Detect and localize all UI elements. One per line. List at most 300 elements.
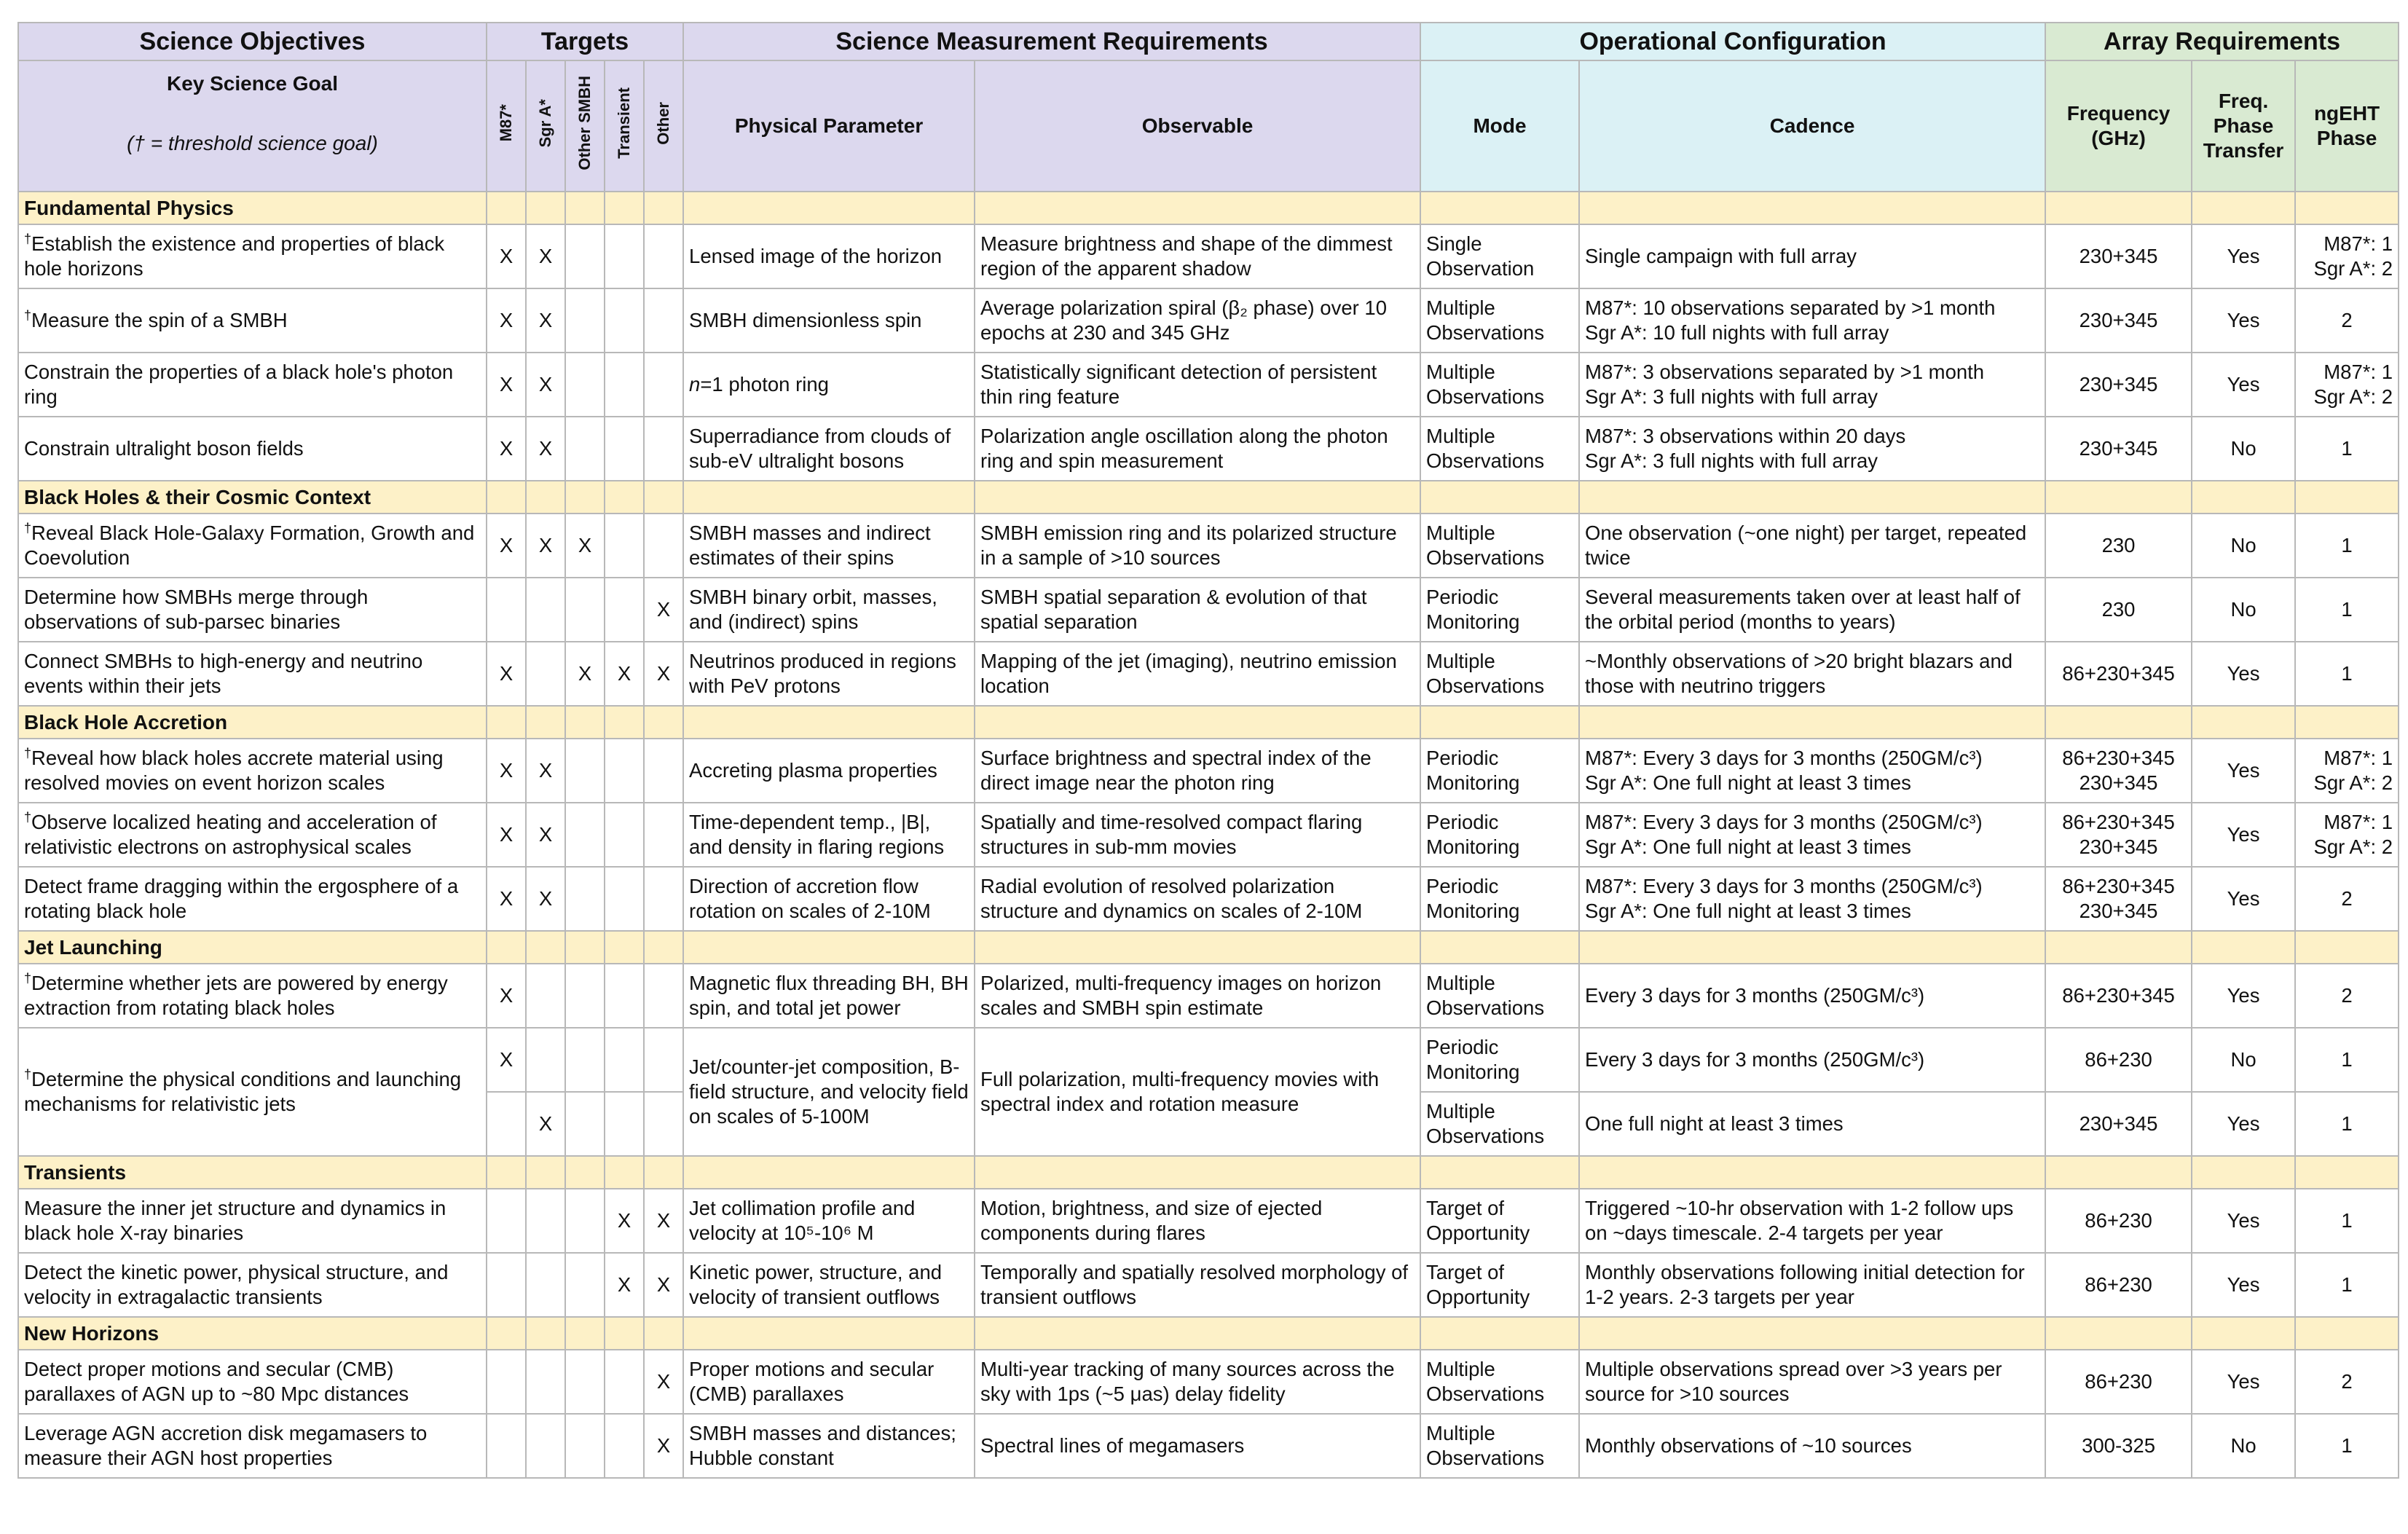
physical-parameter-cell xyxy=(683,224,975,288)
cadence-cell: Every 3 days for 3 months (250GM/c³) xyxy=(1579,964,2045,1028)
target-mark-m87 xyxy=(487,1092,526,1156)
col-observable: Observable xyxy=(975,60,1420,192)
col-sgra xyxy=(526,60,565,192)
goal-text: Determine the physical conditions and launching mechanisms for relativistic jets xyxy=(24,1068,462,1115)
ngeht-phase-cell: M87*: 1 Sgr A*: 2 xyxy=(2295,739,2399,803)
target-mark-m87: X xyxy=(487,803,526,867)
science-traceability-table xyxy=(17,22,2399,1479)
table-row xyxy=(18,224,2399,288)
target-mark-other xyxy=(644,964,683,1028)
ngeht-phase-cell: 1 xyxy=(2295,1028,2399,1092)
freq-phase-cell: Yes xyxy=(2192,224,2295,288)
ngeht-phase-cell: 1 xyxy=(2295,578,2399,642)
target-mark-sgra xyxy=(526,964,565,1028)
target-mark-transient xyxy=(605,1350,644,1414)
section-title: Fundamental Physics xyxy=(18,192,487,224)
threshold-dagger: † xyxy=(24,520,32,535)
goal-text: Detect the kinetic power, physical structure, and velocity in extragalactic transients xyxy=(24,1261,449,1308)
target-mark-m87: X xyxy=(487,739,526,803)
freq-phase-cell: No xyxy=(2192,1414,2295,1478)
table-row xyxy=(18,514,2399,578)
target-mark-m87: X xyxy=(487,1028,526,1092)
target-mark-transient xyxy=(605,288,644,353)
target-mark-other xyxy=(644,739,683,803)
physical-parameter-text: Magnetic flux threading BH, BH spin, and total jet power xyxy=(689,972,969,1019)
cadence-cell: M87*: Every 3 days for 3 months (250GM/c³) Sgr A*: One full night at least 3 times xyxy=(1579,739,2045,803)
col-transient xyxy=(605,60,644,192)
mode-cell: Multiple Observations xyxy=(1420,514,1579,578)
physical-parameter-cell xyxy=(683,514,975,578)
physical-parameter-cell xyxy=(683,353,975,417)
target-mark-transient: X xyxy=(605,1253,644,1317)
ngeht-phase-cell: 1 xyxy=(2295,1189,2399,1253)
target-mark-m87 xyxy=(487,1253,526,1317)
target-mark-sgra: X xyxy=(526,1092,565,1156)
group-science-objectives: Science Objectives xyxy=(18,23,487,60)
ngeht-phase-cell: 2 xyxy=(2295,1350,2399,1414)
frequency-cell: 230+345 xyxy=(2045,417,2192,481)
table-row xyxy=(18,1028,2399,1092)
col-other-label: Other xyxy=(654,101,673,145)
mode-cell: Periodic Monitoring xyxy=(1420,867,1579,931)
section-row xyxy=(18,1156,2399,1189)
physical-parameter-cell xyxy=(683,417,975,481)
column-header-row xyxy=(18,60,2399,192)
mode-cell: Periodic Monitoring xyxy=(1420,803,1579,867)
group-measurement: Science Measurement Requirements xyxy=(683,23,1420,60)
target-mark-other: X xyxy=(644,578,683,642)
target-mark-m87: X xyxy=(487,514,526,578)
target-mark-other xyxy=(644,1028,683,1092)
threshold-dagger: † xyxy=(24,809,32,825)
goal-cell xyxy=(18,514,487,578)
ngeht-phase-cell: 2 xyxy=(2295,964,2399,1028)
freq-phase-cell: Yes xyxy=(2192,1253,2295,1317)
freq-phase-cell: Yes xyxy=(2192,1189,2295,1253)
goal-cell xyxy=(18,224,487,288)
cadence-cell: Single campaign with full array xyxy=(1579,224,2045,288)
ngeht-phase-cell: 1 xyxy=(2295,1414,2399,1478)
frequency-cell: 230+345 xyxy=(2045,288,2192,353)
physical-parameter-cell xyxy=(683,1350,975,1414)
section-row xyxy=(18,192,2399,224)
physical-parameter-text: SMBH binary orbit, masses, and (indirect) spins xyxy=(689,586,937,633)
target-mark-sgra xyxy=(526,642,565,706)
target-mark-other: X xyxy=(644,1414,683,1478)
target-mark-othersmbh xyxy=(565,739,605,803)
freq-phase-cell: Yes xyxy=(2192,353,2295,417)
mode-cell: Target of Opportunity xyxy=(1420,1253,1579,1317)
col-ngeht: ngEHT Phase xyxy=(2295,60,2399,192)
ngeht-phase-cell: 1 xyxy=(2295,1253,2399,1317)
ngeht-phase-cell: 2 xyxy=(2295,288,2399,353)
physical-parameter-cell xyxy=(683,739,975,803)
threshold-dagger: † xyxy=(24,970,32,986)
goal-text: Connect SMBHs to high-energy and neutrino events within their jets xyxy=(24,650,423,697)
goal-cell xyxy=(18,803,487,867)
observable-cell: Polarized, multi-frequency images on horizon scales and SMBH spin estimate xyxy=(975,964,1420,1028)
ngeht-phase-cell: M87*: 1 Sgr A*: 2 xyxy=(2295,224,2399,288)
target-mark-sgra: X xyxy=(526,739,565,803)
col-othersmbh xyxy=(565,60,605,192)
goal-text: Constrain the properties of a black hole's photon ring xyxy=(24,361,454,408)
threshold-dagger: † xyxy=(24,1066,32,1082)
physical-parameter-text: Lensed image of the horizon xyxy=(689,245,943,267)
target-mark-othersmbh xyxy=(565,224,605,288)
physical-parameter-text: Superradiance from clouds of sub-eV ultralight bosons xyxy=(689,425,951,472)
cadence-cell: M87*: Every 3 days for 3 months (250GM/c³) Sgr A*: One full night at least 3 times xyxy=(1579,867,2045,931)
frequency-cell: 86+230+345 230+345 xyxy=(2045,739,2192,803)
table-row xyxy=(18,964,2399,1028)
target-mark-sgra: X xyxy=(526,514,565,578)
goal-cell xyxy=(18,867,487,931)
table-row xyxy=(18,578,2399,642)
col-othersmbh-label: Other SMBH xyxy=(575,76,594,170)
col-mode: Mode xyxy=(1420,60,1579,192)
physical-parameter-text: Jet collimation profile and velocity at 10⁵-10⁶ M xyxy=(689,1197,916,1244)
goal-text: Establish the existence and properties of black hole horizons xyxy=(24,232,445,280)
mode-cell: Multiple Observations xyxy=(1420,1350,1579,1414)
goal-text: Reveal Black Hole-Galaxy Formation, Growth and Coevolution xyxy=(24,522,475,569)
frequency-cell: 86+230 xyxy=(2045,1253,2192,1317)
target-mark-othersmbh xyxy=(565,288,605,353)
col-m87-label: M87* xyxy=(497,104,515,142)
target-mark-sgra: X xyxy=(526,353,565,417)
threshold-dagger: † xyxy=(24,745,32,760)
observable-cell: Measure brightness and shape of the dimmest region of the apparent shadow xyxy=(975,224,1420,288)
freq-phase-cell: No xyxy=(2192,514,2295,578)
cadence-cell: Monthly observations of ~10 sources xyxy=(1579,1414,2045,1478)
target-mark-transient xyxy=(605,353,644,417)
table-row xyxy=(18,1189,2399,1253)
goal-cell xyxy=(18,578,487,642)
target-mark-m87: X xyxy=(487,964,526,1028)
section-row xyxy=(18,931,2399,964)
target-mark-sgra xyxy=(526,1028,565,1092)
target-mark-sgra: X xyxy=(526,417,565,481)
mode-cell: Multiple Observations xyxy=(1420,417,1579,481)
mode-cell: Single Observation xyxy=(1420,224,1579,288)
mode-cell: Multiple Observations xyxy=(1420,288,1579,353)
goal-text: Detect frame dragging within the ergosphere of a rotating black hole xyxy=(24,875,459,922)
frequency-cell: 86+230 xyxy=(2045,1189,2192,1253)
physical-parameter-italic: n xyxy=(689,373,701,396)
goal-cell xyxy=(18,288,487,353)
table-row xyxy=(18,739,2399,803)
mode-cell: Multiple Observations xyxy=(1420,1414,1579,1478)
goal-text: Constrain ultralight boson fields xyxy=(24,437,304,460)
frequency-cell: 86+230+345 xyxy=(2045,964,2192,1028)
physical-parameter-text: Direction of accretion flow rotation on scales of 2-10M xyxy=(689,875,931,922)
col-physical: Physical Parameter xyxy=(683,60,975,192)
section-title: Jet Launching xyxy=(18,931,487,964)
col-frequency: Frequency (GHz) xyxy=(2045,60,2192,192)
target-mark-other xyxy=(644,1092,683,1156)
target-mark-transient xyxy=(605,803,644,867)
target-mark-other xyxy=(644,224,683,288)
target-mark-othersmbh xyxy=(565,353,605,417)
mode-cell: Target of Opportunity xyxy=(1420,1189,1579,1253)
target-mark-transient xyxy=(605,417,644,481)
ngeht-phase-cell: 1 xyxy=(2295,1092,2399,1156)
observable-cell: Spectral lines of megamasers xyxy=(975,1414,1420,1478)
key-goal-note: († = threshold science goal) xyxy=(127,132,378,154)
observable-cell: Multi-year tracking of many sources across the sky with 1ps (~5 μas) delay fidelity xyxy=(975,1350,1420,1414)
goal-cell xyxy=(18,1028,487,1156)
target-mark-other xyxy=(644,417,683,481)
physical-parameter-cell xyxy=(683,964,975,1028)
cadence-cell: ~Monthly observations of >20 bright blazars and those with neutrino triggers xyxy=(1579,642,2045,706)
physical-parameter-cell xyxy=(683,288,975,353)
target-mark-othersmbh xyxy=(565,867,605,931)
target-mark-transient xyxy=(605,964,644,1028)
observable-cell: Radial evolution of resolved polarization structure and dynamics on scales of 2-10M xyxy=(975,867,1420,931)
target-mark-othersmbh xyxy=(565,803,605,867)
target-mark-other: X xyxy=(644,1350,683,1414)
freq-phase-cell: No xyxy=(2192,578,2295,642)
observable-cell: Full polarization, multi-frequency movies with spectral index and rotation measure xyxy=(975,1028,1420,1156)
physical-parameter-text: Neutrinos produced in regions with PeV protons xyxy=(689,650,956,697)
cadence-cell: One full night at least 3 times xyxy=(1579,1092,2045,1156)
target-mark-othersmbh xyxy=(565,417,605,481)
target-mark-other: X xyxy=(644,1253,683,1317)
table-row xyxy=(18,642,2399,706)
cadence-cell: M87*: 10 observations separated by >1 month Sgr A*: 10 full nights with full array xyxy=(1579,288,2045,353)
frequency-cell: 86+230 xyxy=(2045,1028,2192,1092)
target-mark-other: X xyxy=(644,1189,683,1253)
target-mark-othersmbh xyxy=(565,1189,605,1253)
physical-parameter-text: SMBH dimensionless spin xyxy=(689,309,922,331)
mode-cell: Multiple Observations xyxy=(1420,353,1579,417)
freq-phase-cell: No xyxy=(2192,417,2295,481)
table-row xyxy=(18,353,2399,417)
cadence-cell: Monthly observations following initial detection for 1-2 years. 2-3 targets per year xyxy=(1579,1253,2045,1317)
cadence-cell: One observation (~one night) per target, repeated twice xyxy=(1579,514,2045,578)
cadence-cell: M87*: Every 3 days for 3 months (250GM/c³) Sgr A*: One full night at least 3 times xyxy=(1579,803,2045,867)
target-mark-transient: X xyxy=(605,1189,644,1253)
observable-cell: SMBH spatial separation & evolution of that spatial separation xyxy=(975,578,1420,642)
goal-cell xyxy=(18,417,487,481)
mode-cell: Periodic Monitoring xyxy=(1420,739,1579,803)
target-mark-m87 xyxy=(487,1189,526,1253)
freq-phase-cell: Yes xyxy=(2192,739,2295,803)
target-mark-transient xyxy=(605,1028,644,1092)
physical-parameter-text: SMBH masses and distances; Hubble constant xyxy=(689,1422,956,1469)
goal-cell xyxy=(18,1189,487,1253)
physical-parameter-text: Proper motions and secular (CMB) parallaxes xyxy=(689,1358,935,1405)
freq-phase-cell: Yes xyxy=(2192,642,2295,706)
frequency-cell: 230+345 xyxy=(2045,1092,2192,1156)
ngeht-phase-cell: 1 xyxy=(2295,417,2399,481)
threshold-dagger: † xyxy=(24,231,32,246)
physical-parameter-text: Kinetic power, structure, and velocity of transient outflows xyxy=(689,1261,943,1308)
col-transient-label: Transient xyxy=(615,87,633,159)
goal-cell xyxy=(18,1414,487,1478)
target-mark-sgra: X xyxy=(526,867,565,931)
goal-cell xyxy=(18,1253,487,1317)
observable-cell: Statistically significant detection of persistent thin ring feature xyxy=(975,353,1420,417)
target-mark-m87 xyxy=(487,578,526,642)
table-row xyxy=(18,288,2399,353)
section-title: Transients xyxy=(18,1156,487,1189)
target-mark-othersmbh xyxy=(565,964,605,1028)
target-mark-othersmbh: X xyxy=(565,514,605,578)
goal-text: Determine whether jets are powered by energy extraction from rotating black holes xyxy=(24,972,448,1019)
physical-parameter-cell xyxy=(683,1189,975,1253)
observable-cell: Motion, brightness, and size of ejected components during flares xyxy=(975,1189,1420,1253)
target-mark-other xyxy=(644,867,683,931)
mode-cell: Periodic Monitoring xyxy=(1420,578,1579,642)
target-mark-transient xyxy=(605,514,644,578)
group-targets: Targets xyxy=(487,23,683,60)
mode-cell: Periodic Monitoring xyxy=(1420,1028,1579,1092)
physical-parameter-text: Accreting plasma properties xyxy=(689,759,937,782)
cadence-cell: Multiple observations spread over >3 years per source for >10 sources xyxy=(1579,1350,2045,1414)
goal-cell xyxy=(18,964,487,1028)
section-row xyxy=(18,1317,2399,1350)
col-cadence: Cadence xyxy=(1579,60,2045,192)
freq-phase-cell: Yes xyxy=(2192,1350,2295,1414)
target-mark-m87: X xyxy=(487,642,526,706)
goal-cell xyxy=(18,642,487,706)
freq-phase-cell: Yes xyxy=(2192,1092,2295,1156)
observable-cell: Polarization angle oscillation along the photon ring and spin measurement xyxy=(975,417,1420,481)
target-mark-transient: X xyxy=(605,642,644,706)
table-row xyxy=(18,417,2399,481)
target-mark-other xyxy=(644,803,683,867)
table-row xyxy=(18,803,2399,867)
observable-cell: Spatially and time-resolved compact flaring structures in sub-mm movies xyxy=(975,803,1420,867)
target-mark-m87: X xyxy=(487,224,526,288)
target-mark-sgra: X xyxy=(526,288,565,353)
table-row xyxy=(18,1350,2399,1414)
section-row xyxy=(18,481,2399,514)
target-mark-sgra xyxy=(526,578,565,642)
target-mark-m87: X xyxy=(487,288,526,353)
cadence-cell: Every 3 days for 3 months (250GM/c³) xyxy=(1579,1028,2045,1092)
cadence-cell: Several measurements taken over at least half of the orbital period (months to years) xyxy=(1579,578,2045,642)
frequency-cell: 300-325 xyxy=(2045,1414,2192,1478)
target-mark-m87 xyxy=(487,1350,526,1414)
target-mark-m87: X xyxy=(487,353,526,417)
target-mark-other xyxy=(644,353,683,417)
group-header-row xyxy=(18,23,2399,60)
frequency-cell: 86+230+345 230+345 xyxy=(2045,867,2192,931)
goal-cell xyxy=(18,353,487,417)
physical-parameter-cell xyxy=(683,1414,975,1478)
ngeht-phase-cell: 2 xyxy=(2295,867,2399,931)
col-other xyxy=(644,60,683,192)
ngeht-phase-cell: 1 xyxy=(2295,642,2399,706)
goal-text: Leverage AGN accretion disk megamasers to measure their AGN host properties xyxy=(24,1422,428,1469)
goal-text: Measure the inner jet structure and dynamics in black hole X-ray binaries xyxy=(24,1197,446,1244)
target-mark-transient xyxy=(605,224,644,288)
table-row xyxy=(18,867,2399,931)
target-mark-othersmbh xyxy=(565,1092,605,1156)
freq-phase-cell: No xyxy=(2192,1028,2295,1092)
frequency-cell: 86+230+345 230+345 xyxy=(2045,803,2192,867)
target-mark-othersmbh xyxy=(565,578,605,642)
science-table-wrapper xyxy=(17,22,2399,1479)
observable-cell: Mapping of the jet (imaging), neutrino emission location xyxy=(975,642,1420,706)
observable-cell: Temporally and spatially resolved morphology of transient outflows xyxy=(975,1253,1420,1317)
target-mark-sgra: X xyxy=(526,803,565,867)
physical-parameter-cell xyxy=(683,1253,975,1317)
physical-parameter-cell xyxy=(683,578,975,642)
target-mark-other: X xyxy=(644,642,683,706)
target-mark-transient xyxy=(605,578,644,642)
observable-cell: Average polarization spiral (β₂ phase) over 10 epochs at 230 and 345 GHz xyxy=(975,288,1420,353)
physical-parameter-text: Jet/counter-jet composition, B-field structure, and velocity field on scales of 5-100M xyxy=(689,1055,969,1128)
target-mark-othersmbh xyxy=(565,1350,605,1414)
ngeht-phase-cell: M87*: 1 Sgr A*: 2 xyxy=(2295,803,2399,867)
cadence-cell: Triggered ~10-hr observation with 1-2 follow ups on ~days timescale. 2-4 targets per year xyxy=(1579,1189,2045,1253)
physical-parameter-text: SMBH masses and indirect estimates of their spins xyxy=(689,522,931,569)
mode-cell: Multiple Observations xyxy=(1420,964,1579,1028)
physical-parameter-cell xyxy=(683,867,975,931)
freq-phase-cell: Yes xyxy=(2192,964,2295,1028)
target-mark-othersmbh xyxy=(565,1028,605,1092)
group-operational: Operational Configuration xyxy=(1420,23,2045,60)
table-row xyxy=(18,1414,2399,1478)
target-mark-othersmbh xyxy=(565,1253,605,1317)
goal-text: Determine how SMBHs merge through observations of sub-parsec binaries xyxy=(24,586,369,633)
target-mark-sgra xyxy=(526,1253,565,1317)
physical-parameter-text: =1 photon ring xyxy=(700,373,829,396)
section-row xyxy=(18,706,2399,739)
target-mark-other xyxy=(644,288,683,353)
target-mark-othersmbh: X xyxy=(565,642,605,706)
target-mark-other xyxy=(644,514,683,578)
col-sgra-label: Sgr A* xyxy=(536,98,554,148)
goal-cell xyxy=(18,739,487,803)
cadence-cell: M87*: 3 observations within 20 days Sgr A*: 3 full nights with full array xyxy=(1579,417,2045,481)
key-goal-label: Key Science Goal xyxy=(166,72,338,95)
section-title: Black Holes & their Cosmic Context xyxy=(18,481,487,514)
goal-text: Observe localized heating and acceleration of relativistic electrons on astrophysical scales xyxy=(24,811,437,858)
section-title: New Horizons xyxy=(18,1317,487,1350)
goal-text: Detect proper motions and secular (CMB) parallaxes of AGN up to ~80 Mpc distances xyxy=(24,1358,409,1405)
frequency-cell: 230+345 xyxy=(2045,224,2192,288)
frequency-cell: 86+230+345 xyxy=(2045,642,2192,706)
freq-phase-cell: Yes xyxy=(2192,867,2295,931)
target-mark-m87: X xyxy=(487,867,526,931)
target-mark-othersmbh xyxy=(565,1414,605,1478)
physical-parameter-text: Time-dependent temp., |B|, and density in flaring regions xyxy=(689,811,945,858)
target-mark-sgra xyxy=(526,1189,565,1253)
observable-cell: SMBH emission ring and its polarized structure in a sample of >10 sources xyxy=(975,514,1420,578)
target-mark-sgra xyxy=(526,1414,565,1478)
mode-cell: Multiple Observations xyxy=(1420,1092,1579,1156)
target-mark-transient xyxy=(605,1092,644,1156)
freq-phase-cell: Yes xyxy=(2192,288,2295,353)
target-mark-sgra: X xyxy=(526,224,565,288)
target-mark-transient xyxy=(605,1414,644,1478)
table-row xyxy=(18,1253,2399,1317)
goal-cell xyxy=(18,1350,487,1414)
goal-text: Reveal how black holes accrete material using resolved movies on event horizon scales xyxy=(24,747,444,794)
target-mark-m87: X xyxy=(487,417,526,481)
group-array: Array Requirements xyxy=(2045,23,2399,60)
col-m87 xyxy=(487,60,526,192)
target-mark-transient xyxy=(605,867,644,931)
frequency-cell: 86+230 xyxy=(2045,1350,2192,1414)
physical-parameter-cell xyxy=(683,803,975,867)
freq-phase-cell: Yes xyxy=(2192,803,2295,867)
col-freq-phase: Freq. Phase Transfer xyxy=(2192,60,2295,192)
target-mark-m87 xyxy=(487,1414,526,1478)
frequency-cell: 230 xyxy=(2045,578,2192,642)
